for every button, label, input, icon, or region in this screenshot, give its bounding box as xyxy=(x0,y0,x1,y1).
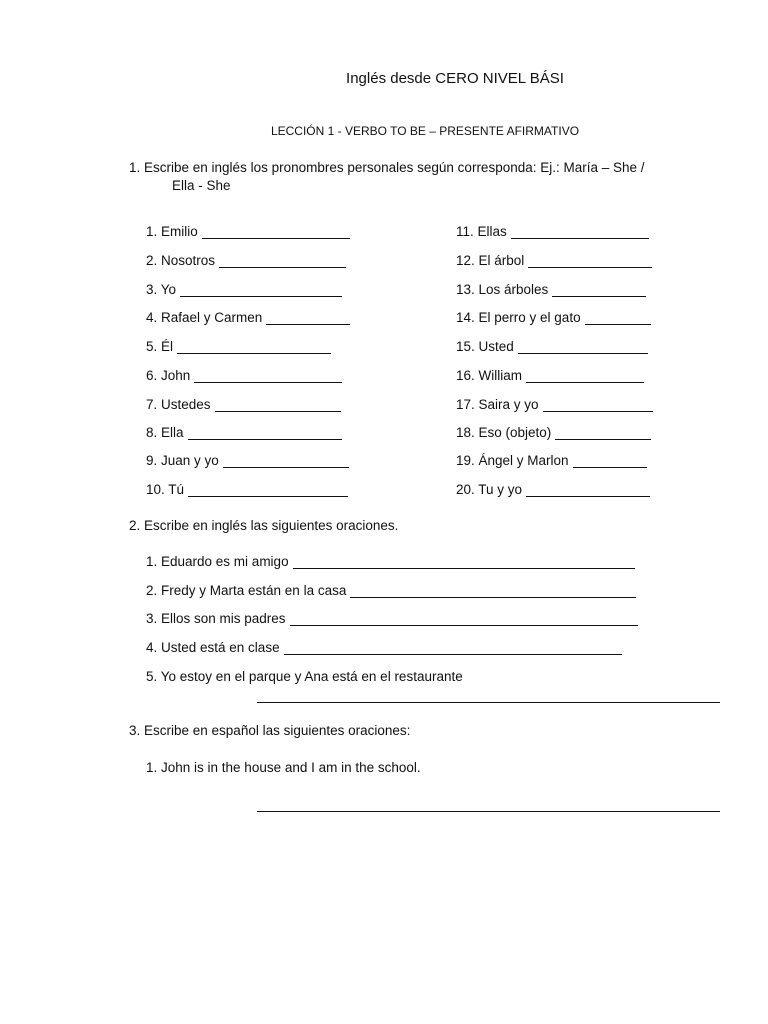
pronoun-label: 9. Juan y yo xyxy=(146,453,219,468)
pronoun-item xyxy=(146,310,350,325)
answer-line[interactable] xyxy=(257,702,720,703)
pronoun-label: 13. Los árboles xyxy=(456,282,549,297)
pronoun-item xyxy=(146,339,331,354)
pronoun-item xyxy=(146,368,342,383)
sentence-item xyxy=(146,640,622,655)
pronoun-label: 10. Tú xyxy=(146,482,185,497)
pronoun-label: 5. Él xyxy=(146,339,174,354)
answer-blank[interactable] xyxy=(188,482,348,497)
pronoun-label: 11. Ellas xyxy=(456,224,507,239)
pronoun-item xyxy=(456,339,648,354)
sentence-label: 4. Usted está en clase xyxy=(146,640,280,655)
answer-blank[interactable] xyxy=(290,611,638,626)
answer-blank[interactable] xyxy=(194,368,342,383)
answer-blank[interactable] xyxy=(202,224,350,239)
pronoun-label: 4. Rafael y Carmen xyxy=(146,310,263,325)
answer-blank[interactable] xyxy=(223,453,349,468)
answer-blank[interactable] xyxy=(284,640,622,655)
pronoun-item xyxy=(456,253,652,268)
answer-blank[interactable] xyxy=(543,397,653,412)
pronoun-label: 20. Tu y yo xyxy=(456,482,523,497)
answer-blank[interactable] xyxy=(528,253,652,268)
pronoun-item xyxy=(456,224,649,239)
pronoun-label: 14. El perro y el gato xyxy=(456,310,581,325)
pronoun-item xyxy=(146,425,342,440)
answer-blank[interactable] xyxy=(526,368,644,383)
answer-blank[interactable] xyxy=(585,310,651,325)
pronoun-label: 16. William xyxy=(456,368,523,383)
sentence-label: 3. Ellos son mis padres xyxy=(146,611,286,626)
pronoun-label: 18. Eso (objeto) xyxy=(456,425,552,440)
pronoun-item xyxy=(456,425,651,440)
pronoun-label: 15. Usted xyxy=(456,339,514,354)
section3-instruction: 3. Escribe en español las siguientes oraciones: xyxy=(129,723,411,738)
pronoun-item xyxy=(146,253,346,268)
pronoun-label: 17. Saira y yo xyxy=(456,397,539,412)
sentence-item xyxy=(146,583,636,598)
sentence-item xyxy=(146,669,463,684)
answer-blank[interactable] xyxy=(219,253,346,268)
answer-line[interactable] xyxy=(257,811,720,812)
pronoun-label: 2. Nosotros xyxy=(146,253,216,268)
pronoun-item xyxy=(146,224,350,239)
section1-instruction-cont: Ella - She xyxy=(172,178,231,193)
pronoun-label: 1. Emilio xyxy=(146,224,198,239)
answer-blank[interactable] xyxy=(177,339,331,354)
pronoun-item xyxy=(146,453,349,468)
answer-blank[interactable] xyxy=(266,310,350,325)
sentence-label: 2. Fredy y Marta están en la casa xyxy=(146,583,347,598)
sentence-label: 1. John is in the house and I am in the school. xyxy=(146,760,421,775)
answer-blank[interactable] xyxy=(350,583,636,598)
answer-blank[interactable] xyxy=(293,554,635,569)
pronoun-item xyxy=(146,282,342,297)
answer-blank[interactable] xyxy=(555,425,651,440)
pronoun-item xyxy=(456,310,651,325)
answer-blank[interactable] xyxy=(188,425,342,440)
answer-blank[interactable] xyxy=(526,482,650,497)
pronoun-item xyxy=(456,282,646,297)
answer-blank[interactable] xyxy=(180,282,342,297)
pronoun-item xyxy=(456,482,650,497)
pronoun-label: 3. Yo xyxy=(146,282,177,297)
pronoun-item xyxy=(456,368,644,383)
lesson-subtitle: LECCIÓN 1 - VERBO TO BE – PRESENTE AFIRMATIVO xyxy=(270,124,580,138)
page-title: Inglés desde CERO NIVEL BÁSI xyxy=(346,70,564,87)
section1-instruction: 1. Escribe en inglés los pronombres personales según corresponda: Ej.: María – She / xyxy=(129,160,645,175)
sentence-item xyxy=(146,611,638,626)
sentence-item xyxy=(146,554,635,569)
pronoun-label: 19. Ángel y Marlon xyxy=(456,453,569,468)
answer-blank[interactable] xyxy=(552,282,646,297)
pronoun-item xyxy=(456,453,647,468)
pronoun-item xyxy=(146,397,341,412)
pronoun-label: 8. Ella xyxy=(146,425,184,440)
pronoun-item xyxy=(456,397,653,412)
answer-blank[interactable] xyxy=(573,453,647,468)
pronoun-label: 12. El árbol xyxy=(456,253,525,268)
answer-blank[interactable] xyxy=(518,339,648,354)
pronoun-label: 7. Ustedes xyxy=(146,397,211,412)
pronoun-item xyxy=(146,482,348,497)
pronoun-label: 6. John xyxy=(146,368,191,383)
sentence-item xyxy=(146,760,421,775)
sentence-label: 5. Yo estoy en el parque y Ana está en el restaurante xyxy=(146,669,463,684)
section2-instruction: 2. Escribe en inglés las siguientes oraciones. xyxy=(129,518,399,533)
sentence-label: 1. Eduardo es mi amigo xyxy=(146,554,289,569)
answer-blank[interactable] xyxy=(511,224,649,239)
answer-blank[interactable] xyxy=(215,397,341,412)
